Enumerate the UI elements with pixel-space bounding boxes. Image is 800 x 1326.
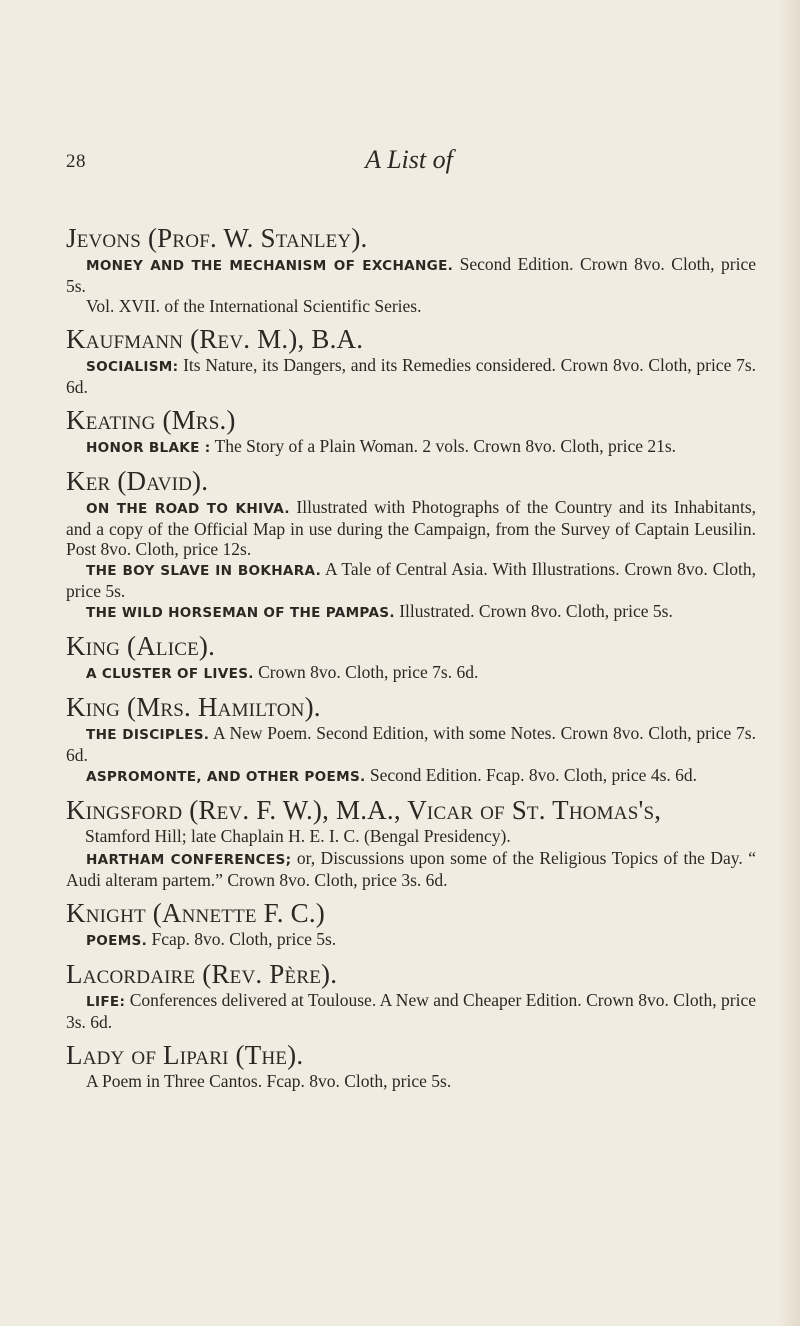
- work-description: A Poem in Three Cantos. Fcap. 8vo. Cloth, price 5s.: [86, 1071, 452, 1091]
- author-heading: Ker (David).: [66, 466, 209, 496]
- catalogue-entries: [66, 222, 756, 1091]
- catalogue-entry: [66, 323, 756, 397]
- author-heading: King (Alice).: [66, 631, 216, 661]
- work-description: Its Nature, its Dangers, and its Remedies considered. Crown 8vo. Cloth, price 7s. 6d.: [66, 355, 757, 397]
- catalogue-entry: [66, 222, 756, 316]
- work-listing: [66, 601, 756, 623]
- catalogue-entry: [66, 794, 756, 890]
- work-paragraph: [66, 355, 756, 397]
- work-paragraph: [66, 559, 756, 601]
- work-title: MONEY AND THE MECHANISM OF EXCHANGE.: [86, 258, 454, 274]
- catalogue-entry: [66, 404, 756, 458]
- work-description: Conferences delivered at Toulouse. A New and Cheaper Edition. Crown 8vo. Cloth, price 3s. 6d.: [66, 990, 756, 1032]
- work-description: Fcap. 8vo. Cloth, price 5s.: [151, 929, 337, 949]
- work-listing: [66, 436, 756, 458]
- work-listing: [66, 765, 756, 787]
- work-listing: [66, 848, 756, 890]
- work-description: Crown 8vo. Cloth, price 7s. 6d.: [258, 662, 479, 682]
- work-listing: [66, 929, 756, 951]
- catalogue-entry: [66, 1039, 756, 1091]
- work-listing: [66, 497, 756, 559]
- author-heading: Knight (Annette F. C.): [66, 898, 325, 928]
- author-heading: King (Mrs. Hamilton).: [66, 692, 321, 722]
- author-heading: Keating (Mrs.): [66, 405, 236, 435]
- work-title: HONOR BLAKE :: [86, 440, 211, 456]
- work-title: SOCIALISM:: [86, 359, 179, 375]
- work-paragraph: [66, 1071, 756, 1091]
- work-paragraph: [66, 254, 756, 316]
- work-title: POEMS.: [86, 933, 148, 949]
- work-listing: [66, 559, 756, 601]
- work-listing: [66, 254, 756, 316]
- work-description: or, Discussions upon some of the Religious Topics of the Day. “ Audi alteram partem.” Crown 8vo. Cloth, price 3s. 6d.: [66, 848, 756, 890]
- catalogue-entry: [66, 465, 756, 623]
- work-paragraph: [66, 436, 756, 458]
- work-description: A Tale of Central Asia. With Illustrations. Crown 8vo. Cloth, price 5s.: [66, 559, 756, 601]
- work-title: THE BOY SLAVE IN BOKHARA.: [86, 563, 322, 579]
- work-description: Illustrated with Photographs of the Country and its Inhabitants, and a copy of the Official Map in use during the Campaign, from the Survey of Captain Leusilin. Post 8vo. Cloth, price 12s.: [66, 497, 757, 559]
- work-paragraph: [66, 765, 756, 787]
- work-title: A CLUSTER OF LIVES.: [86, 666, 254, 682]
- running-head: A List of: [365, 145, 453, 174]
- work-paragraph: [66, 929, 756, 951]
- work-listing: [66, 723, 756, 765]
- work-title: ON THE ROAD TO KHIVA.: [86, 501, 290, 517]
- work-paragraph: [66, 990, 756, 1032]
- work-description: The Story of a Plain Woman. 2 vols. Crown 8vo. Cloth, price 21s.: [214, 436, 677, 456]
- work-paragraph: [66, 601, 756, 623]
- catalogue-entry: [66, 630, 756, 684]
- work-listing: [66, 662, 756, 684]
- work-description: A New Poem. Second Edition, with some Notes. Crown 8vo. Cloth, price 7s. 6d.: [66, 723, 756, 765]
- author-heading: Jevons (Prof. W. Stanley).: [66, 223, 368, 253]
- author-description: Stamford Hill; late Chaplain H. E. I. C. (Bengal Presidency).: [85, 826, 511, 846]
- work-listing: [66, 355, 756, 397]
- work-paragraph: [66, 723, 756, 765]
- catalogue-entry: [66, 958, 756, 1032]
- author-heading: Lacordaire (Rev. Père).: [66, 959, 338, 989]
- work-paragraph: [66, 848, 756, 890]
- author-heading: Lady of Lipari (The).: [66, 1040, 304, 1070]
- author-heading: Kaufmann (Rev. M.), B.A.: [66, 324, 364, 354]
- work-title: THE DISCIPLES.: [86, 727, 210, 743]
- work-title: ASPROMONTE, AND OTHER POEMS.: [86, 769, 366, 785]
- page-header: [66, 145, 752, 185]
- work-description: Second Edition. Fcap. 8vo. Cloth, price 4s. 6d.: [369, 765, 698, 785]
- work-paragraph: [66, 662, 756, 684]
- work-description: Second Edition. Crown 8vo. Cloth, price 5s. Vol. XVII. of the International Scientific Series.: [66, 254, 757, 316]
- work-title: LIFE:: [86, 994, 126, 1010]
- work-description: Illustrated. Crown 8vo. Cloth, price 5s.: [399, 601, 673, 621]
- work-listing: [66, 990, 756, 1032]
- catalogue-entry: [66, 897, 756, 951]
- work-title: THE WILD HORSEMAN OF THE PAMPAS.: [86, 605, 395, 621]
- work-paragraph: [66, 497, 756, 559]
- work-listing: [66, 1071, 756, 1091]
- page-number: 28: [66, 151, 86, 172]
- work-title: HARTHAM CONFERENCES;: [86, 852, 292, 868]
- page-edge-shadow: [778, 0, 800, 1326]
- author-heading: Kingsford (Rev. F. W.), M.A., Vicar of St. Thomas's,: [66, 795, 662, 825]
- catalogue-entry: [66, 691, 756, 787]
